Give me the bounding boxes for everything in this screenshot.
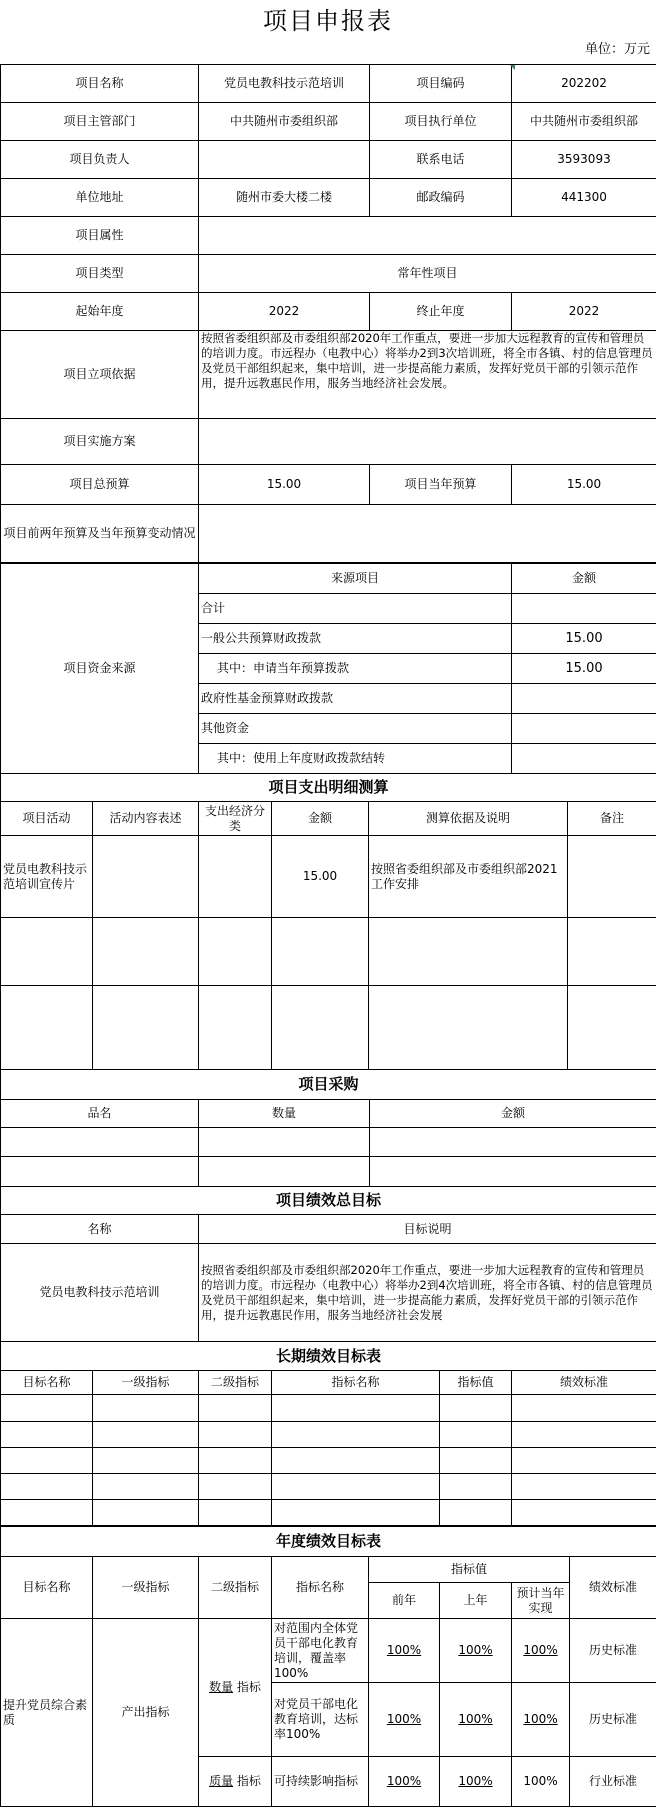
longterm-header: 一级指标 [93,1371,199,1395]
project-code-label: 项目编码 [370,65,512,103]
quality-label: 质量 [209,1774,234,1788]
funding-source-table [0,563,656,774]
annual-l2-quality [199,1757,272,1807]
address-label: 单位地址 [1,179,199,217]
plan-label: 项目实施方案 [1,419,199,465]
longterm-header: 二级指标 [199,1371,272,1395]
annual-row-std: 行业标准 [570,1757,656,1807]
zip-value: 441300 [512,179,656,217]
annual-row-expected: 100% [512,1619,570,1683]
longterm-header: 指标值 [440,1371,512,1395]
annual-section-title: 年度绩效目标表 [1,1527,656,1557]
goal-col-desc: 目标说明 [199,1215,656,1244]
funding-row-amount [512,684,656,714]
funding-row-name: 合计 [199,594,512,624]
procurement-header: 数量 [199,1100,370,1128]
goal-col-name: 名称 [1,1215,199,1244]
procurement-cell [199,1128,370,1157]
funding-row-amount: 15.00 [512,624,656,654]
basis-text: 按照省委组织部及市委组织部2020年工作重点，要进一步加大远程教育的宣传和管理员的培训力度。市远程办（电教中心）将举办2到3次培训班，将全市各镇、村的信息管理员及党员干部组织起来，集中培训，进一步提高能力素质，发挥好党员干部的引领示范作用，提升远教惠民作用，服务当地经济社会发展。 [199,331,656,419]
attribute-value [199,217,656,255]
annual-goal-name: 提升党员综合素质 [1,1619,93,1807]
funding-row-name: 一般公共预算财政拨款 [199,624,512,654]
annual-row-name: 对党员干部电化教育培训，达标率100% [272,1683,369,1757]
prev-budget-value [199,505,656,563]
type-label: 项目类型 [1,255,199,293]
annual-row-expected: 100% [512,1683,570,1757]
annual-header-prev: 前年 [369,1583,440,1619]
end-year-label: 终止年度 [370,293,512,331]
expense-header: 金额 [272,802,369,836]
annual-row-prev: 100% [369,1683,440,1757]
performance-goal-table [0,1186,656,1342]
total-budget-label: 项目总预算 [1,465,199,505]
expense-amount [272,986,369,1070]
goal-section-title: 项目绩效总目标 [1,1187,656,1215]
attribute-label: 项目属性 [1,217,199,255]
annual-header-l1: 一级指标 [93,1557,199,1619]
expense-note [568,836,656,918]
start-year-value: 2022 [199,293,370,331]
expense-header: 测算依据及说明 [369,802,568,836]
exec-unit-label: 项目执行单位 [370,103,512,141]
expense-header: 活动内容表述 [93,802,199,836]
procurement-section-title: 项目采购 [1,1070,656,1100]
dept-label: 项目主管部门 [1,103,199,141]
quantity-label: 数量 [209,1680,234,1694]
expense-basis [369,918,568,986]
phone-label: 联系电话 [370,141,512,179]
funding-label: 项目资金来源 [1,564,199,774]
type-value: 常年性项目 [199,255,656,293]
expense-basis: 按照省委组织部及市委组织部2021工作安排 [369,836,568,918]
annual-header-goal: 目标名称 [1,1557,93,1619]
total-budget-value: 15.00 [199,465,370,505]
exec-unit-value: 中共随州市委组织部 [512,103,656,141]
expense-content [93,836,199,918]
annual-table [0,1526,656,1807]
annual-header-expected: 预计当年实现 [512,1583,570,1619]
plan-value [199,419,656,465]
project-name-label: 项目名称 [1,65,199,103]
goal-name: 党员电教科技示范培训 [1,1244,199,1342]
funding-row-amount [512,744,656,774]
funding-row-amount [512,714,656,744]
annual-row-name: 对范围内全体党员干部电化教育培训，覆盖率100% [272,1619,369,1683]
phone-value: 3593093 [512,141,656,179]
expense-activity [1,918,93,986]
expense-header: 备注 [568,802,656,836]
owner-label: 项目负责人 [1,141,199,179]
indicator-suffix: 指标 [236,1774,261,1788]
project-info-table [0,64,656,563]
indicator-suffix: 指标 [236,1680,261,1694]
zip-label: 邮政编码 [370,179,512,217]
current-budget-value: 15.00 [512,465,656,505]
owner-value [199,141,370,179]
annual-row-last: 100% [440,1757,512,1807]
annual-row-last: 100% [440,1683,512,1757]
procurement-cell [1,1128,199,1157]
annual-row-std: 历史标准 [570,1619,656,1683]
funding-row-amount: 15.00 [512,654,656,684]
project-code-value: 202202 [512,65,656,103]
address-value: 随州市委大楼二楼 [199,179,370,217]
expense-category [199,986,272,1070]
funding-row-name: 其中：申请当年预算拨款 [199,654,512,684]
expense-header: 项目活动 [1,802,93,836]
longterm-header: 目标名称 [1,1371,93,1395]
longterm-header: 绩效标准 [512,1371,656,1395]
expense-amount: 15.00 [272,836,369,918]
annual-row-std: 历史标准 [570,1683,656,1757]
annual-l1: 产出指标 [93,1619,199,1807]
annual-header-name: 指标名称 [272,1557,369,1619]
procurement-header: 品名 [1,1100,199,1128]
annual-header-std: 绩效标准 [570,1557,656,1619]
project-name-value: 党员电教科技示范培训 [199,65,370,103]
expense-section-title: 项目支出明细测算 [1,774,656,802]
annual-l2-quantity [199,1619,272,1757]
funding-col-amount: 金额 [512,564,656,594]
expense-category [199,836,272,918]
expense-header: 支出经济分类 [199,802,272,836]
annual-row-name: 可持续影响指标 [272,1757,369,1807]
funding-row-amount [512,594,656,624]
annual-row-prev: 100% [369,1757,440,1807]
end-year-value: 2022 [512,293,656,331]
expense-content [93,918,199,986]
funding-row-name: 政府性基金预算财政拨款 [199,684,512,714]
annual-row-expected: 100% [512,1757,570,1807]
funding-col-source: 来源项目 [199,564,512,594]
longterm-section-title: 长期绩效目标表 [1,1342,656,1371]
cell-marker [510,65,515,70]
expense-content [93,986,199,1070]
annual-row-prev: 100% [369,1619,440,1683]
expense-note [568,918,656,986]
annual-header-last: 上年 [440,1583,512,1619]
procurement-cell [370,1128,656,1157]
longterm-header: 指标名称 [272,1371,440,1395]
procurement-cell [370,1157,656,1187]
current-budget-label: 项目当年预算 [370,465,512,505]
funding-row-name: 其他资金 [199,714,512,744]
procurement-cell [199,1157,370,1187]
dept-value: 中共随州市委组织部 [199,103,370,141]
prev-budget-label: 项目前两年预算及当年预算变动情况 [1,505,199,563]
procurement-table [0,1069,656,1187]
goal-desc: 按照省委组织部及市委组织部2020年工作重点，要进一步加大远程教育的宣传和管理员的培训力度。市远程办（电教中心）将举办2到4次培训班，将全市各镇、村的信息管理员及党员干部组织起来，集中培训，进一步提高能力素质，发挥好党员干部的引领示范作用，提升远教惠民作用，服务当地经济社会发展 [199,1244,656,1342]
start-year-label: 起始年度 [1,293,199,331]
procurement-cell [1,1157,199,1187]
funding-row-name: 其中：使用上年度财政拨款结转 [199,744,512,774]
expense-activity [1,986,93,1070]
expense-basis [369,986,568,1070]
annual-header-l2: 二级指标 [199,1557,272,1619]
expense-amount [272,918,369,986]
longterm-table [0,1341,656,1526]
expense-activity: 党员电教科技示范培训宣传片 [1,836,93,918]
annual-header-value: 指标值 [369,1557,570,1583]
basis-label: 项目立项依据 [1,331,199,419]
expense-table [0,773,656,1070]
procurement-header: 金额 [370,1100,656,1128]
expense-note [568,986,656,1070]
unit-label: 单位：万元 [584,42,650,57]
expense-category [199,918,272,986]
annual-row-last: 100% [440,1619,512,1683]
page-title: 项目申报表 [263,7,393,35]
